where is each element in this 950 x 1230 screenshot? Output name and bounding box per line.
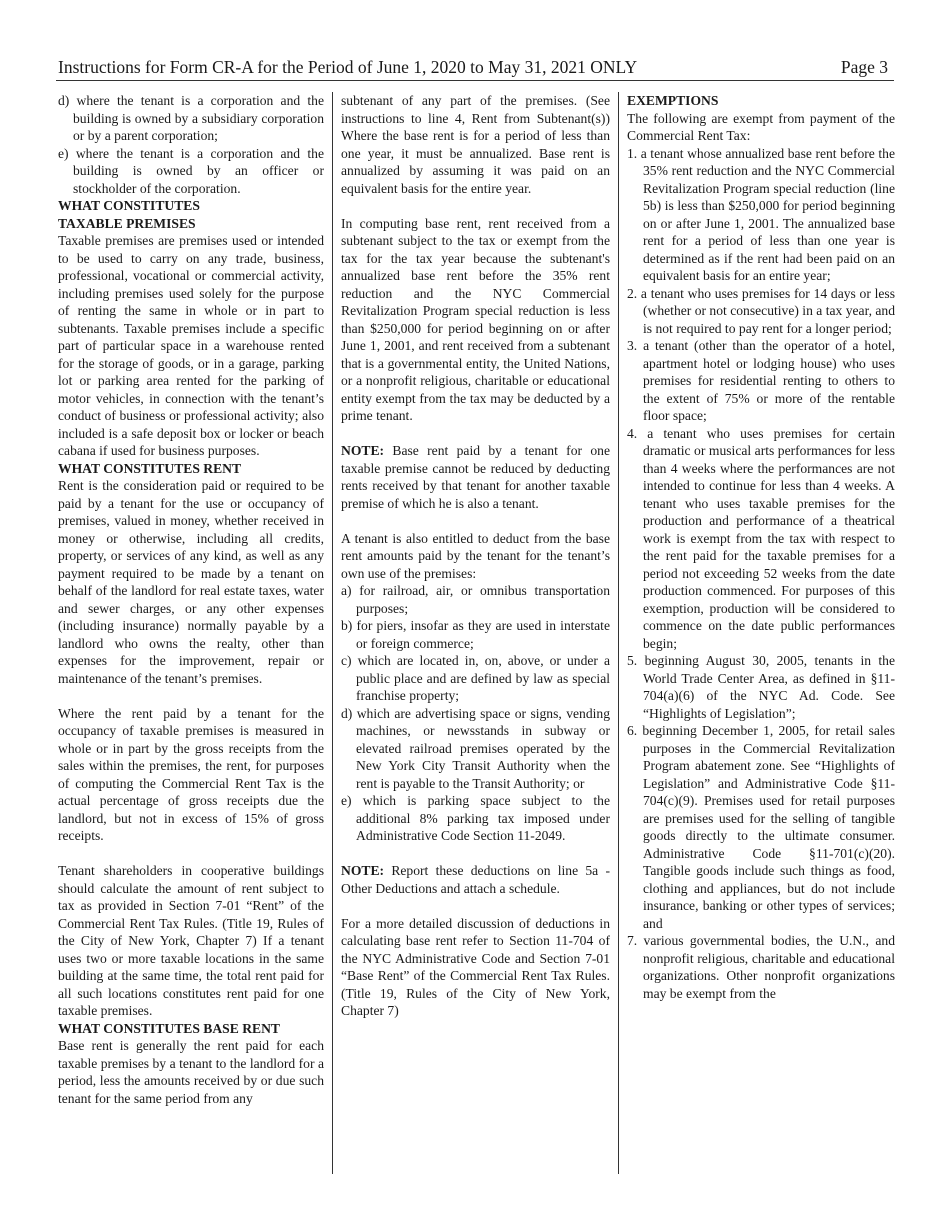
list-item: d) where the tenant is a corporation and the building is owned by a subsidiary corporation or by a parent corporation; <box>58 93 324 143</box>
note-paragraph <box>341 862 610 897</box>
list-item: 3. a tenant (other than the operator of a hotel, apartment hotel or lodging house) who uses premises for residential renting to others to the extent of 75% or more of the rentable floor space; <box>627 338 895 423</box>
section-heading: TAXABLE PREMISES <box>58 215 196 231</box>
paragraph: A tenant is also entitled to deduct from the base rent amounts paid by the tenant for the tenant’s own use of the premises: <box>341 530 610 581</box>
list-item: 1. a tenant whose annualized base rent before the 35% rent reduction and the NYC Commercial Revitalization Program special reduction (line 5b) is less than $250,000 for period beginning on or after June 1, 2001. The annualized base rent for a period of less than one year is determined as if the rent had been paid on an equivalent basis for an entire year; <box>627 145 895 283</box>
paragraph: Rent is the consideration paid or required to be paid by a tenant for the use or occupancy of premises, valued in money, whether received in money or otherwise, including all credits, property, or services of any kind, as well as any payment required to be made by a tenant on behalf of the landlord for real estate taxes, water and sewer charges, or any other expenses (including insurance) normally payable by a landlord who owns the realty, other than expenses for the improvement, repair or maintenance of the tenant’s premises. <box>58 478 324 686</box>
column-divider <box>618 92 619 1174</box>
note-text: Report these deductions on line 5a - Other Deductions and attach a schedule. <box>341 863 610 896</box>
document-title: Instructions for Form CR-A for the Period of June 1, 2020 to May 31, 2021 ONLY <box>58 57 638 77</box>
list-item: a) for railroad, air, or omnibus transportation purposes; <box>341 583 610 616</box>
list-item: e) where the tenant is a corporation and the building is owned by an officer or stockholder of the corporation. <box>58 145 324 196</box>
paragraph: Tenant shareholders in cooperative buildings should calculate the amount of rent subject to tax as provided in Section 7-01 “Rent” of the Commercial Rent Tax Rules. (Title 19, Rules of the City of New York, Chapter 7) If a tenant uses two or more taxable locations in the same building at the same time, the total rent paid for all such locations constitutes rent paid for one taxable premises. <box>58 863 324 1018</box>
paragraph: For a more detailed discussion of deductions in calculating base rent refer to Section 11-704 of the NYC Administrative Code and Section 7-01 “Base Rent” of the Commercial Rent Tax Rules. (Title 19, Rules of the City of New York, Chapter 7) <box>341 915 610 1018</box>
paragraph: The following are exempt from payment of the Commercial Rent Tax: <box>627 110 895 143</box>
note-paragraph <box>341 442 610 512</box>
list-item: 6. beginning December 1, 2005, for retail sales purposes in the Commercial Revitalization Program abatement zone. See “Highlights of Legislation” and Administrative Code §11-704(c)(9). Premises used for retail purposes are premises used for the selling of tangible goods directly to the ultimate consumer. Administrative Code §11-701(c)(20). Tangible goods include such things as food, clothing and appliances, but do not include insurance, banking or other types of services; and <box>627 723 895 931</box>
column-divider <box>332 92 333 1174</box>
paragraph: Base rent is generally the rent paid for each taxable premises by a tenant to the landlord for a period, less the amounts received by or due such tenant for the same period from any <box>58 1038 324 1106</box>
list-item: 5. beginning August 30, 2005, tenants in the World Trade Center Area, as defined in §11-704(a)(6) of the NYC Ad. Code. See “Highlights of Legislation”; <box>627 653 895 721</box>
list-item: b) for piers, insofar as they are used in interstate or foreign commerce; <box>341 618 610 651</box>
note-text: Base rent paid by a tenant for one taxable premise cannot be reduced by deducting rents received by that tenant for another taxable premise of which he is also a tenant. <box>341 443 610 511</box>
page-header <box>56 56 894 81</box>
list-item: 4. a tenant who uses premises for certain dramatic or musical arts performances for less than 4 weeks where the performances are not intended to continue for less than 4 weeks. A tenant who uses taxable premises for the production and performance of a theatrical work is exempt from the tax with respect to the rent paid for the taxable premises for a period not exceeding 52 weeks from the date production commenced. For purposes of this exemption, production will be considered to commence on the date public performances begin; <box>627 425 895 651</box>
list-item: e) which is parking space subject to the additional 8% parking tax imposed under Administrative Code Section 11-2049. <box>341 793 610 843</box>
section-heading: WHAT CONSTITUTES BASE RENT <box>58 1020 280 1036</box>
list-item: 7. various governmental bodies, the U.N., and nonprofit religious, charitable and educational organizations. Other nonprofit organizations may be exempt from the <box>627 933 895 1001</box>
paragraph: subtenant of any part of the premises. (See instructions to line 4, Rent from Subtenant(s)) Where the base rent is for a period of less than one year, it must be annualized. Base rent is annualized by assuming it was paid on an equivalent basis for the entire year. <box>341 93 610 196</box>
list-item: d) which are advertising space or signs, vending machines, or newsstands in subway or elevated railroad premises operated by the New York City Transit Authority when the rent is payable to the Transit Authority; or <box>341 705 610 791</box>
section-heading: WHAT CONSTITUTES RENT <box>58 460 242 476</box>
section-heading: EXEMPTIONS <box>627 93 719 108</box>
column-middle <box>341 92 610 1174</box>
paragraph: Taxable premises are premises used or intended to be used to carry on any trade, business, professional, vocational or commercial activity, including premises used solely for the purpose of renting the same in whole or in part to subtenants. Taxable premises include a specific part of particular space in a warehouse rented for the storage of goods, or in a garage, parking lot or parking area rented for the parking of motor vehicles, in connection with the tenant’s conduct of business or professional activity; also included is a safe deposit box or locker or beach cabana if used for business purposes. <box>58 233 324 458</box>
list-item: 2. a tenant who uses premises for 14 days or less (whether or not consecutive) in a tax year, and is not required to pay rent for a longer period; <box>627 285 895 336</box>
column-right <box>627 92 895 1174</box>
paragraph: In computing base rent, rent received from a subtenant subject to the tax or exempt from the tax for the tax year because the subtenant's annualized base rent before the 35% rent reduction and the NYC Commercial Revitalization Program special reduction is less than $250,000 for period beginning on or after June 1, 2001, and rent received from a subtenant that is a governmental entity, the United Nations, or a nonprofit religious, charitable or educational entity exempt from the tax may be deducted by a prime tenant. <box>341 215 610 423</box>
note-label: NOTE: <box>341 863 385 878</box>
note-label: NOTE: <box>341 443 385 458</box>
paragraph: Where the rent paid by a tenant for the occupancy of taxable premises is measured in whole or in part by the gross receipts from the sales within the premises, the rent, for purposes of computing the Commercial Rent Tax is the actual percentage of gross receipts due the landlord, but not in excess of 15% of gross receipts. <box>58 705 324 843</box>
list-item: c) which are located in, on, above, or under a public place and are defined by law as special franchise property; <box>341 653 610 703</box>
section-heading: WHAT CONSTITUTES <box>58 198 200 213</box>
column-left <box>58 92 324 1174</box>
page-number: Page 3 <box>840 57 888 77</box>
